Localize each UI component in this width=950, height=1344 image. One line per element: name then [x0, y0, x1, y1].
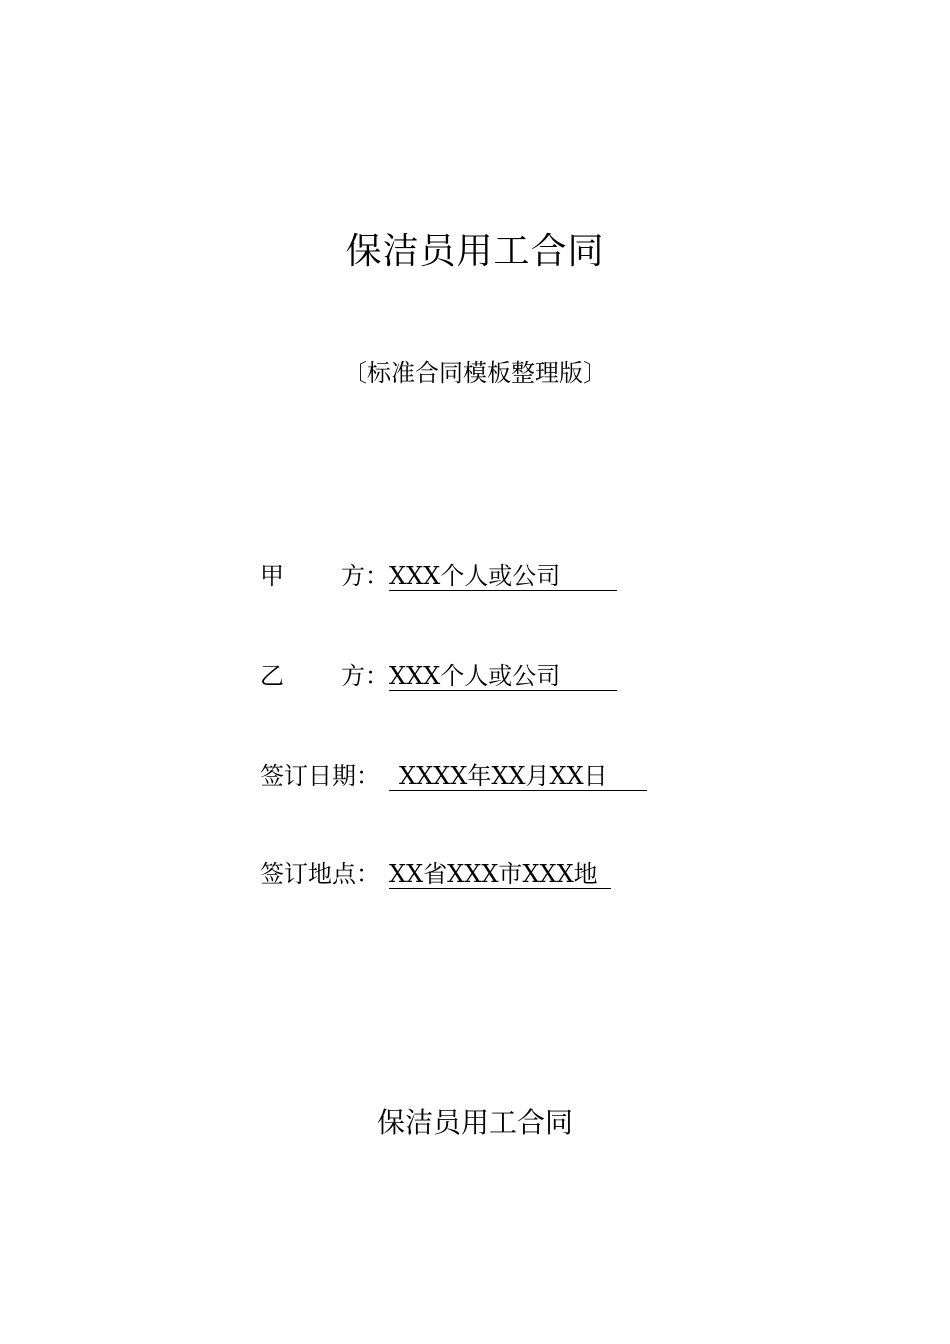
party-a-row	[260, 560, 617, 592]
party-b-row	[260, 660, 617, 692]
document-subtitle: 〔标准合同模板整理版〕	[343, 359, 607, 387]
sign-date-row	[260, 760, 647, 792]
party-b-label	[260, 660, 389, 692]
document-title: 保洁员用工合同	[345, 231, 605, 272]
party-a-value: XXX个人或公司	[389, 562, 617, 591]
sign-date-value: XXXX年XX月XX日	[389, 762, 647, 791]
sign-date-label: 签订日期：	[260, 762, 380, 790]
document-body-title: 保洁员用工合同	[376, 1106, 573, 1139]
party-a-label	[260, 560, 389, 592]
party-b-label-char: 乙	[260, 662, 284, 690]
sign-place-label: 签订地点：	[260, 860, 380, 888]
sign-place-value: XX省XXX市XXX地	[389, 860, 611, 889]
party-b-label-suffix: 方：	[341, 662, 389, 690]
party-b-value: XXX个人或公司	[389, 662, 617, 691]
sign-place-row	[260, 858, 611, 890]
party-a-label-char: 甲	[260, 562, 284, 590]
party-a-label-suffix: 方：	[341, 562, 389, 590]
